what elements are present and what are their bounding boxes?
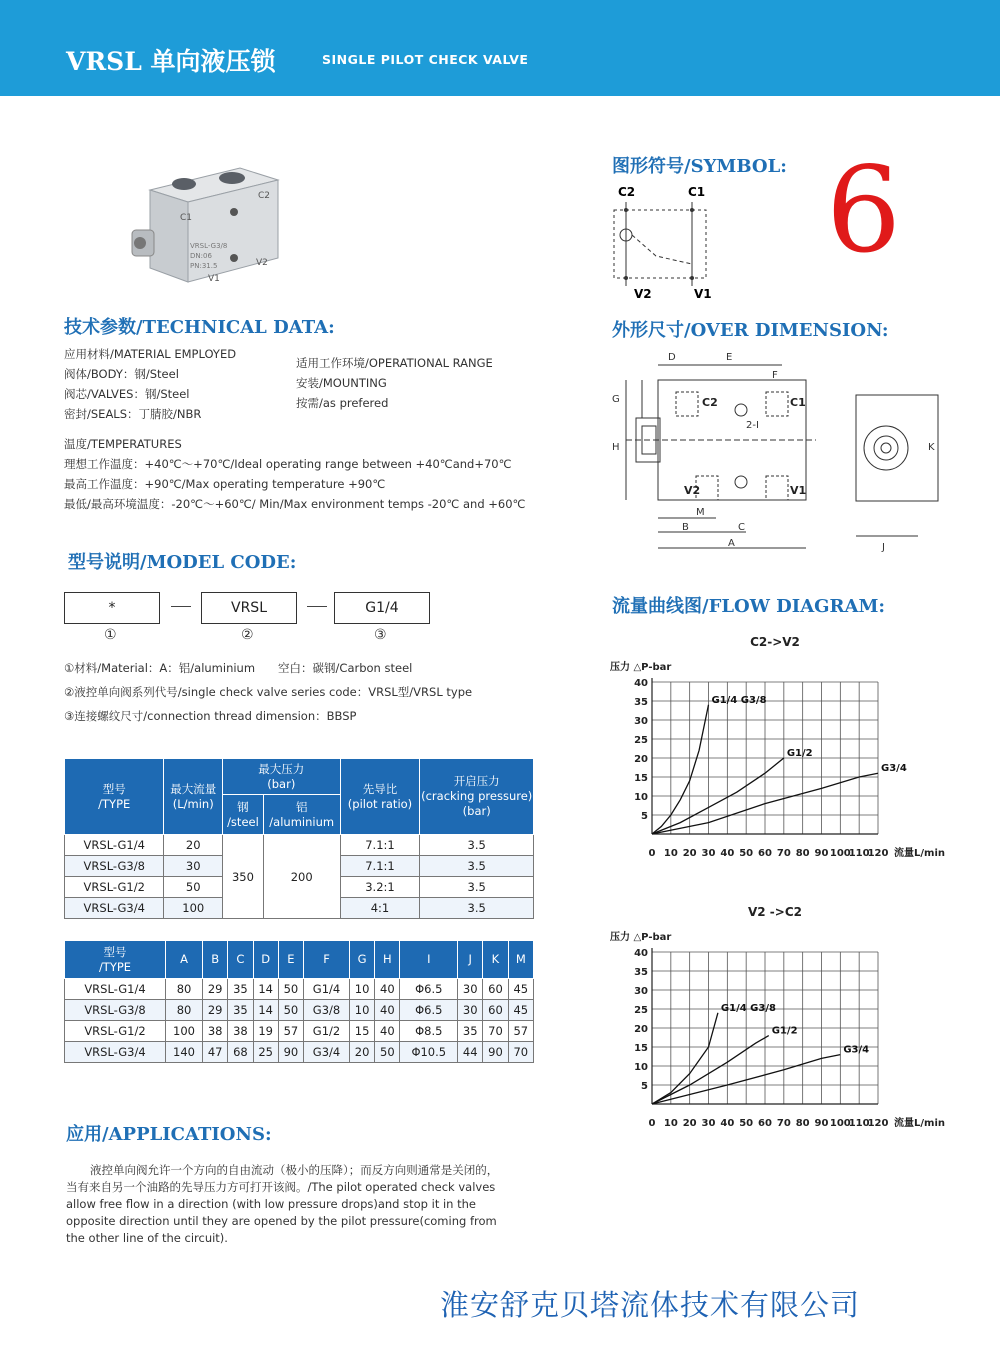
table-cell: 140 <box>166 1042 203 1063</box>
table-cell: 4:1 <box>340 898 420 919</box>
t1-h-steel-en: /steel <box>227 814 259 829</box>
header-title-cn: VRSL 单向液压锁 <box>66 47 276 76</box>
table-cell: Φ6.5 <box>400 1000 458 1021</box>
table-cell: 10 <box>349 1000 374 1021</box>
dim-label-c1: C1 <box>790 396 806 409</box>
header-banner <box>0 0 1000 96</box>
table-row <box>65 1000 534 1021</box>
t1-h-crack-cn: 开启压力 <box>453 774 500 788</box>
table-cell: 50 <box>278 979 303 1000</box>
x-tick-label: 90 <box>814 848 829 859</box>
x-tick-label: 40 <box>720 848 735 859</box>
table-row <box>65 1042 534 1063</box>
y-tick-label: 15 <box>634 773 648 784</box>
t2-h-col: H <box>375 941 400 979</box>
dim-label-c2: C2 <box>702 396 718 409</box>
model-box-series: VRSL <box>201 592 297 624</box>
x-tick-label: 80 <box>795 848 810 859</box>
table-cell: 200 <box>263 835 340 919</box>
x-tick-label: 100 <box>829 1118 851 1129</box>
table-cell: 10 <box>349 979 374 1000</box>
tech-line: 温度/TEMPERATURES <box>64 437 182 451</box>
t1-h-type-en: /TYPE <box>98 796 131 811</box>
company-name: 淮安舒克贝塔流体技术有限公司 <box>440 1288 861 1322</box>
x-tick-label: 50 <box>739 848 754 859</box>
table-cell: 14 <box>253 979 278 1000</box>
table-cell: 350 <box>223 835 264 919</box>
t2-h-col: A <box>166 941 203 979</box>
t2-h-col: M <box>508 941 533 979</box>
t1-h-alu-en: /aluminium <box>269 814 335 829</box>
t2-h-col: J <box>458 941 483 979</box>
y-axis-label: 压力 △P-bar <box>610 932 672 943</box>
table-cell: 70 <box>508 1042 533 1063</box>
series-label: G1/2 <box>786 748 813 759</box>
t2-h-col: D <box>253 941 278 979</box>
model-notes <box>64 656 472 728</box>
table-cell: 30 <box>164 856 223 877</box>
table-cell: 3.5 <box>420 835 534 856</box>
applications-line: 当有来自另一个油路的先导压力方可打开该阀。/The pilot operated check valves <box>66 1180 496 1194</box>
t2-h-col: B <box>203 941 228 979</box>
x-tick-label: 20 <box>682 1118 697 1129</box>
table-cell: 100 <box>164 898 223 919</box>
applications-line: allow free flow in a direction (with low pressure drops)and stop it in the <box>66 1197 477 1211</box>
tech-left-block <box>64 344 236 424</box>
dim-label-d: D <box>668 352 676 363</box>
table-cell: 80 <box>166 979 203 1000</box>
table-cell: 47 <box>203 1042 228 1063</box>
applications-text <box>66 1162 498 1247</box>
applications-title: 应用/APPLICATIONS: <box>66 1124 272 1145</box>
table-cell: 50 <box>164 877 223 898</box>
model-dash <box>171 606 191 607</box>
model-box-thread: G1/4 <box>334 592 430 624</box>
x-tick-label: 60 <box>758 1118 772 1129</box>
y-tick-label: 20 <box>634 1024 648 1035</box>
t1-h-type-cn: 型号 <box>102 781 126 796</box>
table-cell: 38 <box>228 1021 253 1042</box>
photo-marking-c2: C2 <box>258 191 271 201</box>
series-label: G3/4 <box>843 1044 870 1056</box>
table-cell: 57 <box>508 1021 533 1042</box>
photo-marking-pn: PN:31.5 <box>190 262 218 270</box>
dimension-table <box>64 940 534 1063</box>
x-tick-label: 60 <box>758 848 772 859</box>
x-axis-label: 流量L/min <box>894 1118 945 1129</box>
table-cell: 25 <box>253 1042 278 1063</box>
t2-h-type-cn: 型号 <box>103 944 127 959</box>
table-cell: G1/2 <box>304 1021 350 1042</box>
x-tick-label: 110 <box>848 1118 870 1129</box>
t1-h-press-cn: 最大压力 <box>258 761 305 776</box>
flow-chart-v2-c2 <box>606 898 946 1138</box>
table-cell: 80 <box>166 1000 203 1021</box>
tech-line: 按需/as prefered <box>296 396 389 410</box>
table-cell: VRSL-G1/2 <box>65 877 164 898</box>
t1-h-press-en: (bar) <box>267 776 296 791</box>
y-tick-label: 35 <box>634 697 648 708</box>
dim-label-h: H <box>612 442 620 453</box>
table-cell: 45 <box>508 979 533 1000</box>
dim-label-v2: V2 <box>684 484 701 497</box>
table-cell: 40 <box>375 979 400 1000</box>
table-cell: VRSL-G3/8 <box>65 1000 166 1021</box>
table-cell: 90 <box>278 1042 303 1063</box>
table-cell: 38 <box>203 1021 228 1042</box>
table-cell: 35 <box>228 1000 253 1021</box>
table-cell: 14 <box>253 1000 278 1021</box>
table-cell: 3.5 <box>420 856 534 877</box>
table-cell: 70 <box>483 1021 508 1042</box>
y-tick-label: 5 <box>641 1081 648 1092</box>
tech-right-block <box>296 353 493 413</box>
model-dash <box>307 606 327 607</box>
table-cell: 30 <box>458 979 483 1000</box>
y-tick-label: 5 <box>641 811 648 822</box>
photo-marking-model: VRSL-G3/8 <box>190 242 228 250</box>
flow-chart-c2-v2 <box>606 628 946 868</box>
table-cell: 35 <box>458 1021 483 1042</box>
y-tick-label: 40 <box>634 948 648 959</box>
y-tick-label: 40 <box>634 678 648 689</box>
y-tick-label: 30 <box>634 716 648 727</box>
x-tick-label: 50 <box>739 1118 754 1129</box>
tech-line: 应用材料/MATERIAL EMPLOYED <box>64 347 237 361</box>
photo-marking-v2: V2 <box>256 258 268 268</box>
model-note: ①材料/Material：A：铝/aluminium 空白：碳钢/Carbon steel <box>64 661 413 675</box>
table-cell: VRSL-G3/4 <box>65 1042 166 1063</box>
dim-label-k: K <box>928 442 935 453</box>
x-tick-label: 30 <box>701 848 716 859</box>
dim-label-g: G <box>612 394 620 405</box>
y-tick-label: 15 <box>634 1043 648 1054</box>
table-cell: 30 <box>458 1000 483 1021</box>
table-cell: 3.5 <box>420 898 534 919</box>
tech-temp-block <box>64 434 525 514</box>
photo-marking-c1: C1 <box>180 213 193 223</box>
photo-marking-v1: V1 <box>208 274 220 284</box>
t1-h-crack-unit: (bar) <box>462 804 491 818</box>
x-tick-label: 0 <box>648 848 656 859</box>
table-cell: 50 <box>278 1000 303 1021</box>
tech-line: 最低/最高环境温度：-20℃～+60℃/ Min/Max environment temps -20℃ and +60℃ <box>64 497 526 511</box>
t2-h-col: E <box>278 941 303 979</box>
symbol-port-v2: V2 <box>634 287 652 301</box>
y-tick-label: 25 <box>634 735 648 746</box>
table-cell: VRSL-G1/4 <box>65 835 164 856</box>
t2-h-col: G <box>349 941 374 979</box>
x-tick-label: 100 <box>829 848 851 859</box>
valve-photo <box>128 150 288 290</box>
model-note: ②液控单向阀系列代号/single check valve series code：VRSL型/VRSL type <box>64 685 473 699</box>
tech-line: 最高工作温度：+90℃/Max operating temperature +90℃ <box>64 477 386 491</box>
dim-label-a: A <box>728 538 735 549</box>
table-cell: 100 <box>166 1021 203 1042</box>
table-cell: 68 <box>228 1042 253 1063</box>
x-tick-label: 10 <box>663 848 678 859</box>
model-note: ③连接螺纹尺寸/connection thread dimension：BBSP <box>64 709 357 723</box>
table-cell: 3.2:1 <box>340 877 420 898</box>
table-cell: 3.5 <box>420 877 534 898</box>
technical-title: 技术参数/TECHNICAL DATA: <box>64 317 335 338</box>
tech-line: 安装/MOUNTING <box>296 376 387 390</box>
applications-line: opposite direction until they are opened by the pilot pressure(coming from <box>66 1214 497 1228</box>
x-tick-label: 120 <box>867 848 889 859</box>
x-tick-label: 70 <box>776 1118 791 1129</box>
model-num-1: ① <box>104 627 117 643</box>
series-label: G1/4 G3/8 <box>711 694 767 706</box>
table-cell: Φ6.5 <box>400 979 458 1000</box>
dim-label-2i: 2-I <box>746 420 759 431</box>
table-cell: 57 <box>278 1021 303 1042</box>
dim-label-v1: V1 <box>790 484 807 497</box>
t2-h-col: K <box>483 941 508 979</box>
t1-h-flow-en: (L/min) <box>172 796 214 811</box>
table-cell: 20 <box>349 1042 374 1063</box>
symbol-diagram <box>606 180 716 305</box>
t1-h-flow-cn: 最大流量 <box>170 781 217 796</box>
table-cell: 44 <box>458 1042 483 1063</box>
symbol-port-c2: C2 <box>618 185 636 199</box>
y-tick-label: 30 <box>634 986 648 997</box>
model-code-title: 型号说明/MODEL CODE: <box>68 552 297 573</box>
applications-line: the other line of the circuit). <box>66 1231 228 1245</box>
table-cell: G3/4 <box>304 1042 350 1063</box>
applications-line: 液控单向阀允许一个方向的自由流动（极小的压降）；而反方向则通常是关闭的， <box>90 1163 499 1177</box>
tech-line: 阀体/BODY：钢/Steel <box>64 367 179 381</box>
table-cell: 20 <box>164 835 223 856</box>
table-cell: VRSL-G3/4 <box>65 898 164 919</box>
x-tick-label: 110 <box>848 848 870 859</box>
x-tick-label: 0 <box>648 1118 656 1129</box>
y-tick-label: 20 <box>634 754 648 765</box>
x-tick-label: 40 <box>720 1118 735 1129</box>
t2-h-type-en: /TYPE <box>98 959 132 974</box>
t2-h-col: C <box>228 941 253 979</box>
tech-line: 阀芯/VALVES：钢/Steel <box>64 387 190 401</box>
dimension-drawing <box>606 340 946 560</box>
y-tick-label: 10 <box>634 1062 648 1073</box>
table-row <box>65 979 534 1000</box>
series-label: G1/2 <box>771 1025 798 1037</box>
symbol-port-c1: C1 <box>688 185 706 199</box>
t2-h-col: I <box>400 941 458 979</box>
dim-label-e: E <box>726 352 733 363</box>
table-cell: Φ8.5 <box>400 1021 458 1042</box>
tech-line: 理想工作温度：+40℃～+70℃/Ideal operating range between +40℃and+70℃ <box>64 457 512 471</box>
table-cell: 19 <box>253 1021 278 1042</box>
table-cell: 7.1:1 <box>340 856 420 877</box>
table-cell: 7.1:1 <box>340 835 420 856</box>
table-row <box>65 835 534 856</box>
y-tick-label: 25 <box>634 1005 648 1016</box>
table-cell: 60 <box>483 1000 508 1021</box>
table-cell: 40 <box>375 1021 400 1042</box>
table-cell: VRSL-G1/4 <box>65 979 166 1000</box>
y-axis-label: 压力 △P-bar <box>610 662 672 673</box>
table-cell: VRSL-G1/2 <box>65 1021 166 1042</box>
x-tick-label: 10 <box>663 1118 678 1129</box>
x-axis-label: 流量L/min <box>894 848 945 859</box>
flow-title: 流量曲线图/FLOW DIAGRAM: <box>612 596 886 617</box>
t1-h-ratio-en: (pilot ratio) <box>347 796 413 811</box>
dimension-title: 外形尺寸/OVER DIMENSION: <box>612 320 889 341</box>
table-cell: 40 <box>375 1000 400 1021</box>
table-cell: Φ10.5 <box>400 1042 458 1063</box>
dim-label-c: C <box>738 522 745 533</box>
t1-h-crack-en: (cracking pressure) <box>421 789 533 803</box>
table-cell: 35 <box>228 979 253 1000</box>
model-num-2: ② <box>241 627 254 643</box>
table-cell: 29 <box>203 1000 228 1021</box>
x-tick-label: 120 <box>867 1118 889 1129</box>
t2-h-col: F <box>304 941 350 979</box>
table-row <box>65 1021 534 1042</box>
t1-h-alu-cn: 铝 <box>295 799 308 814</box>
dim-label-j: J <box>882 542 885 553</box>
photo-marking-dn: DN:06 <box>190 252 212 260</box>
x-tick-label: 30 <box>701 1118 716 1129</box>
x-tick-label: 80 <box>795 1118 810 1129</box>
chart-title: C2->V2 <box>750 635 800 649</box>
y-tick-label: 10 <box>634 792 648 803</box>
series-label: G3/4 <box>881 763 907 775</box>
x-tick-label: 70 <box>776 848 791 859</box>
page-number: 6 <box>826 141 902 279</box>
symbol-title: 图形符号/SYMBOL: <box>612 156 787 177</box>
pressure-table <box>64 758 534 919</box>
model-num-3: ③ <box>374 627 387 643</box>
table-cell: 50 <box>375 1042 400 1063</box>
tech-line: 密封/SEALS：丁腈胶/NBR <box>64 407 202 421</box>
series-label: G1/4 G3/8 <box>720 1002 776 1014</box>
t1-h-steel-cn: 钢 <box>237 799 249 814</box>
table-cell: 15 <box>349 1021 374 1042</box>
header-title-en: SINGLE PILOT CHECK VALVE <box>322 52 529 67</box>
dim-label-b: B <box>682 522 689 533</box>
table-cell: 90 <box>483 1042 508 1063</box>
chart-title: V2 ->C2 <box>747 905 803 919</box>
table-cell: 29 <box>203 979 228 1000</box>
dim-label-m: M <box>696 507 705 518</box>
model-box-material: * <box>64 592 160 624</box>
dim-label-f: F <box>772 370 778 381</box>
y-tick-label: 35 <box>634 967 648 978</box>
symbol-port-v1: V1 <box>694 287 712 301</box>
table-cell: VRSL-G3/8 <box>65 856 164 877</box>
x-tick-label: 20 <box>682 848 697 859</box>
tech-line: 适用工作环境/OPERATIONAL RANGE <box>296 356 493 370</box>
table-cell: G3/8 <box>304 1000 350 1021</box>
table-cell: 45 <box>508 1000 533 1021</box>
table-cell: G1/4 <box>304 979 350 1000</box>
x-tick-label: 90 <box>814 1118 829 1129</box>
t1-h-ratio-cn: 先导比 <box>362 781 398 796</box>
table-cell: 60 <box>483 979 508 1000</box>
